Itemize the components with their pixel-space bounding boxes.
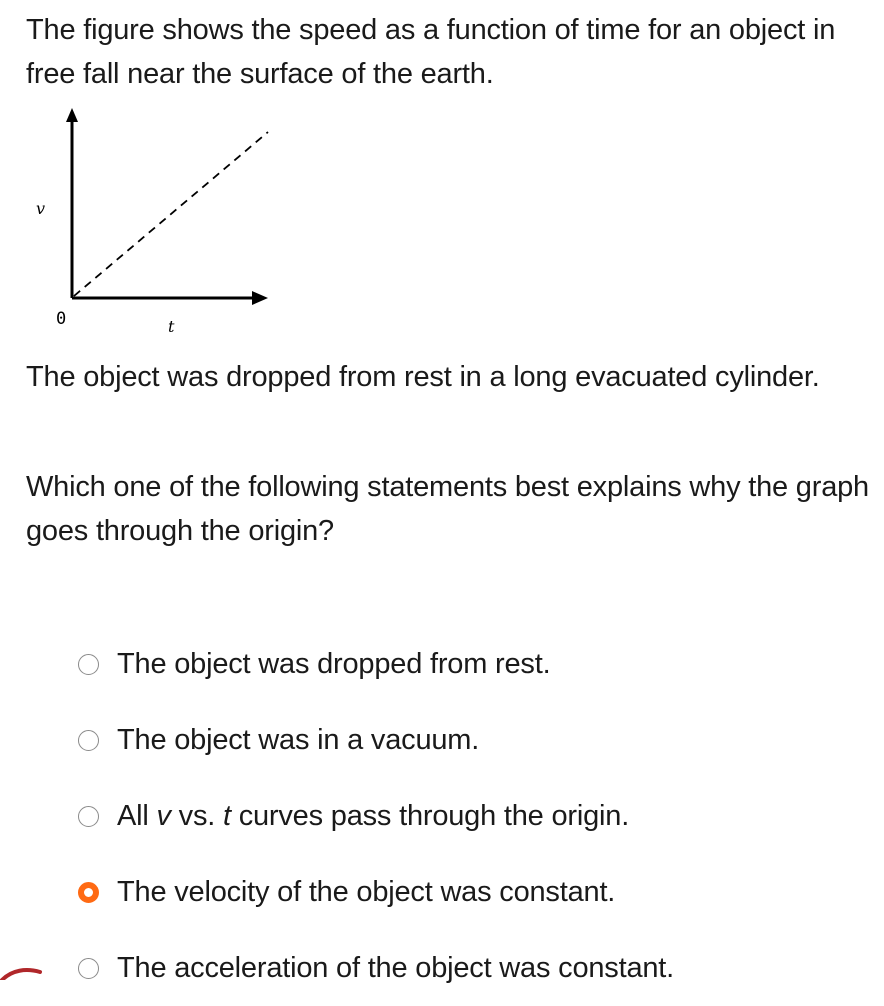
x-axis-arrow	[252, 291, 268, 305]
answer-options	[78, 626, 674, 1006]
velocity-line	[74, 132, 268, 296]
option-b[interactable]	[78, 702, 674, 778]
option-e[interactable]	[78, 930, 674, 1006]
question-context: The object was dropped from rest in a long evacuated cylinder.	[26, 361, 820, 393]
partial-mark-icon	[0, 964, 60, 980]
option-c-label[interactable]: All v vs. t curves pass through the origin.	[117, 800, 630, 832]
y-axis-arrow	[66, 108, 78, 122]
option-a[interactable]	[78, 626, 674, 702]
radio-button-d-selected[interactable]	[78, 882, 99, 903]
question-intro: The figure shows the speed as a function of time for an object in free fall near the surface of the earth.	[26, 14, 836, 90]
question-prompt: Which one of the following statements best explains why the graph goes through the origin?	[26, 471, 869, 547]
x-axis-label: t	[168, 317, 175, 336]
radio-button-c[interactable]	[78, 806, 99, 827]
option-b-label[interactable]: The object was in a vacuum.	[117, 724, 480, 756]
radio-button-e[interactable]	[78, 958, 99, 979]
y-axis-label: v	[36, 199, 46, 218]
option-d[interactable]	[78, 854, 674, 930]
velocity-time-graph	[28, 102, 288, 342]
radio-button-b[interactable]	[78, 730, 99, 751]
option-c[interactable]	[78, 778, 674, 854]
option-a-label[interactable]: The object was dropped from rest.	[117, 648, 551, 680]
origin-label: 0	[56, 309, 67, 329]
radio-button-a[interactable]	[78, 654, 99, 675]
option-d-label[interactable]: The velocity of the object was constant.	[117, 876, 616, 908]
option-e-label[interactable]: The acceleration of the object was constant.	[117, 952, 675, 984]
